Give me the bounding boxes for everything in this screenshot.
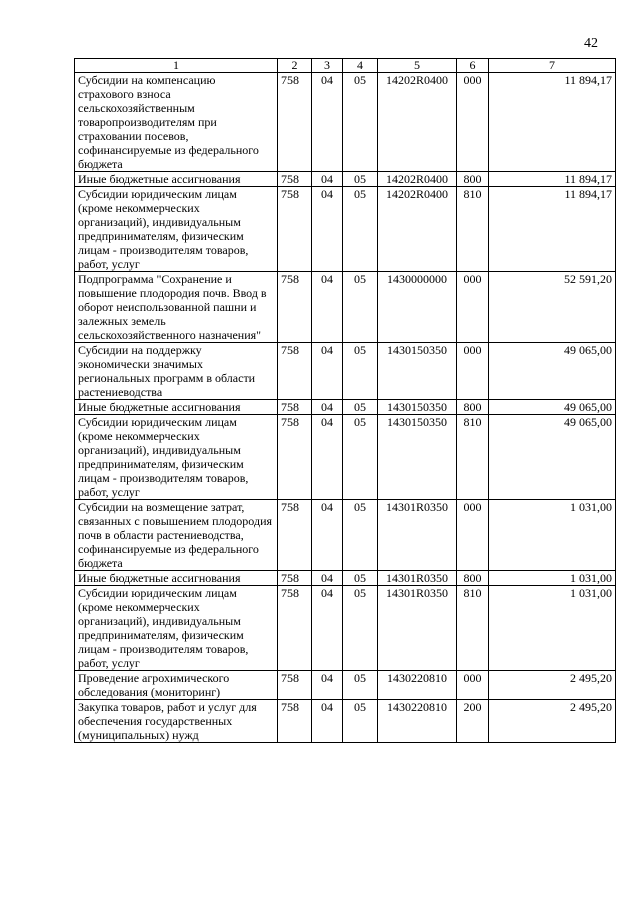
row-csr-cell: 1430150350 bbox=[378, 400, 457, 415]
row-name-cell: Субсидии юридическим лицам (кроме некоммерческих организаций), индивидуальным предпринимателям, физическим лицам - производителям товаров, работ, услуг bbox=[75, 187, 278, 272]
row-ved-cell: 758 bbox=[278, 671, 312, 700]
page-number: 42 bbox=[584, 36, 598, 51]
row-ved-cell: 758 bbox=[278, 415, 312, 500]
row-name-cell: Подпрограмма "Сохранение и повышение плодородия почв. Ввод в оборот неиспользованной пашни и залежных земель сельскохозяйственного назначения" bbox=[75, 272, 278, 343]
row-pr-cell: 05 bbox=[343, 500, 378, 571]
row-vr-cell: 800 bbox=[457, 571, 489, 586]
row-ved-cell: 758 bbox=[278, 500, 312, 571]
row-pr-cell: 05 bbox=[343, 571, 378, 586]
row-pr-cell: 05 bbox=[343, 187, 378, 272]
row-csr-cell: 1430000000 bbox=[378, 272, 457, 343]
table-row bbox=[75, 272, 616, 343]
row-name-cell: Субсидии юридическим лицам (кроме некоммерческих организаций), индивидуальным предпринимателям, физическим лицам - производителям товаров, работ, услуг bbox=[75, 586, 278, 671]
row-vr-cell: 200 bbox=[457, 700, 489, 743]
row-ved-cell: 758 bbox=[278, 272, 312, 343]
row-sum-cell: 1 031,00 bbox=[489, 571, 616, 586]
row-pr-cell: 05 bbox=[343, 415, 378, 500]
row-ved-cell: 758 bbox=[278, 343, 312, 400]
row-vr-cell: 810 bbox=[457, 415, 489, 500]
row-rz-cell: 04 bbox=[312, 415, 343, 500]
row-csr-cell: 14301R0350 bbox=[378, 571, 457, 586]
row-ved-cell: 758 bbox=[278, 571, 312, 586]
row-vr-cell: 000 bbox=[457, 671, 489, 700]
row-sum-cell: 11 894,17 bbox=[489, 172, 616, 187]
row-csr-cell: 14202R0400 bbox=[378, 187, 457, 272]
row-rz-cell: 04 bbox=[312, 343, 343, 400]
budget-table bbox=[74, 58, 616, 743]
row-name-cell: Субсидии юридическим лицам (кроме некоммерческих организаций), индивидуальным предпринимателям, физическим лицам - производителям товаров, работ, услуг bbox=[75, 415, 278, 500]
row-ved-cell: 758 bbox=[278, 187, 312, 272]
row-pr-cell: 05 bbox=[343, 172, 378, 187]
row-sum-cell: 11 894,17 bbox=[489, 187, 616, 272]
table-body bbox=[75, 73, 616, 743]
row-csr-cell: 14301R0350 bbox=[378, 586, 457, 671]
table-row bbox=[75, 571, 616, 586]
table-row bbox=[75, 586, 616, 671]
row-csr-cell: 14202R0400 bbox=[378, 172, 457, 187]
table-row bbox=[75, 73, 616, 172]
row-vr-cell: 800 bbox=[457, 400, 489, 415]
header-col-3: 3 bbox=[312, 59, 343, 73]
row-ved-cell: 758 bbox=[278, 172, 312, 187]
header-col-6: 6 bbox=[457, 59, 489, 73]
row-rz-cell: 04 bbox=[312, 187, 343, 272]
header-col-1: 1 bbox=[75, 59, 278, 73]
table-row bbox=[75, 415, 616, 500]
row-name-cell: Закупка товаров, работ и услуг для обеспечения государственных (муниципальных) нужд bbox=[75, 700, 278, 743]
row-pr-cell: 05 bbox=[343, 272, 378, 343]
row-pr-cell: 05 bbox=[343, 586, 378, 671]
row-name-cell: Субсидии на компенсацию страхового взноса сельскохозяйственным товаропроизводителям при страховании посевов, софинансируемые из федерального бюджета bbox=[75, 73, 278, 172]
row-sum-cell: 49 065,00 bbox=[489, 400, 616, 415]
header-col-2: 2 bbox=[278, 59, 312, 73]
row-name-cell: Иные бюджетные ассигнования bbox=[75, 172, 278, 187]
row-vr-cell: 000 bbox=[457, 73, 489, 172]
row-name-cell: Субсидии на поддержку экономически значимых региональных программ в области растениеводства bbox=[75, 343, 278, 400]
row-rz-cell: 04 bbox=[312, 172, 343, 187]
table-row bbox=[75, 187, 616, 272]
row-pr-cell: 05 bbox=[343, 400, 378, 415]
row-csr-cell: 14301R0350 bbox=[378, 500, 457, 571]
header-col-5: 5 bbox=[378, 59, 457, 73]
row-rz-cell: 04 bbox=[312, 73, 343, 172]
row-pr-cell: 05 bbox=[343, 343, 378, 400]
row-rz-cell: 04 bbox=[312, 586, 343, 671]
row-vr-cell: 810 bbox=[457, 586, 489, 671]
row-pr-cell: 05 bbox=[343, 700, 378, 743]
row-ved-cell: 758 bbox=[278, 400, 312, 415]
row-sum-cell: 49 065,00 bbox=[489, 343, 616, 400]
header-col-7: 7 bbox=[489, 59, 616, 73]
row-csr-cell: 1430150350 bbox=[378, 343, 457, 400]
row-ved-cell: 758 bbox=[278, 586, 312, 671]
row-sum-cell: 52 591,20 bbox=[489, 272, 616, 343]
row-name-cell: Проведение агрохимического обследования (мониторинг) bbox=[75, 671, 278, 700]
row-name-cell: Субсидии на возмещение затрат, связанных с повышением плодородия почв в области растениеводства, софинансируемые из федерального бюджета bbox=[75, 500, 278, 571]
table-row bbox=[75, 500, 616, 571]
row-rz-cell: 04 bbox=[312, 571, 343, 586]
row-vr-cell: 800 bbox=[457, 172, 489, 187]
row-rz-cell: 04 bbox=[312, 272, 343, 343]
header-col-4: 4 bbox=[343, 59, 378, 73]
row-ved-cell: 758 bbox=[278, 700, 312, 743]
row-rz-cell: 04 bbox=[312, 700, 343, 743]
row-pr-cell: 05 bbox=[343, 73, 378, 172]
row-pr-cell: 05 bbox=[343, 671, 378, 700]
row-vr-cell: 810 bbox=[457, 187, 489, 272]
row-rz-cell: 04 bbox=[312, 400, 343, 415]
row-ved-cell: 758 bbox=[278, 73, 312, 172]
row-sum-cell: 1 031,00 bbox=[489, 586, 616, 671]
row-sum-cell: 1 031,00 bbox=[489, 500, 616, 571]
row-vr-cell: 000 bbox=[457, 500, 489, 571]
row-csr-cell: 1430150350 bbox=[378, 415, 457, 500]
table-header-row bbox=[75, 59, 616, 73]
table-row bbox=[75, 172, 616, 187]
row-sum-cell: 2 495,20 bbox=[489, 700, 616, 743]
row-name-cell: Иные бюджетные ассигнования bbox=[75, 400, 278, 415]
table-row bbox=[75, 400, 616, 415]
table-row bbox=[75, 700, 616, 743]
row-csr-cell: 1430220810 bbox=[378, 671, 457, 700]
table-row bbox=[75, 671, 616, 700]
table-row bbox=[75, 343, 616, 400]
row-sum-cell: 11 894,17 bbox=[489, 73, 616, 172]
row-vr-cell: 000 bbox=[457, 272, 489, 343]
row-csr-cell: 14202R0400 bbox=[378, 73, 457, 172]
row-name-cell: Иные бюджетные ассигнования bbox=[75, 571, 278, 586]
row-csr-cell: 1430220810 bbox=[378, 700, 457, 743]
row-sum-cell: 2 495,20 bbox=[489, 671, 616, 700]
row-rz-cell: 04 bbox=[312, 500, 343, 571]
row-rz-cell: 04 bbox=[312, 671, 343, 700]
row-vr-cell: 000 bbox=[457, 343, 489, 400]
row-sum-cell: 49 065,00 bbox=[489, 415, 616, 500]
